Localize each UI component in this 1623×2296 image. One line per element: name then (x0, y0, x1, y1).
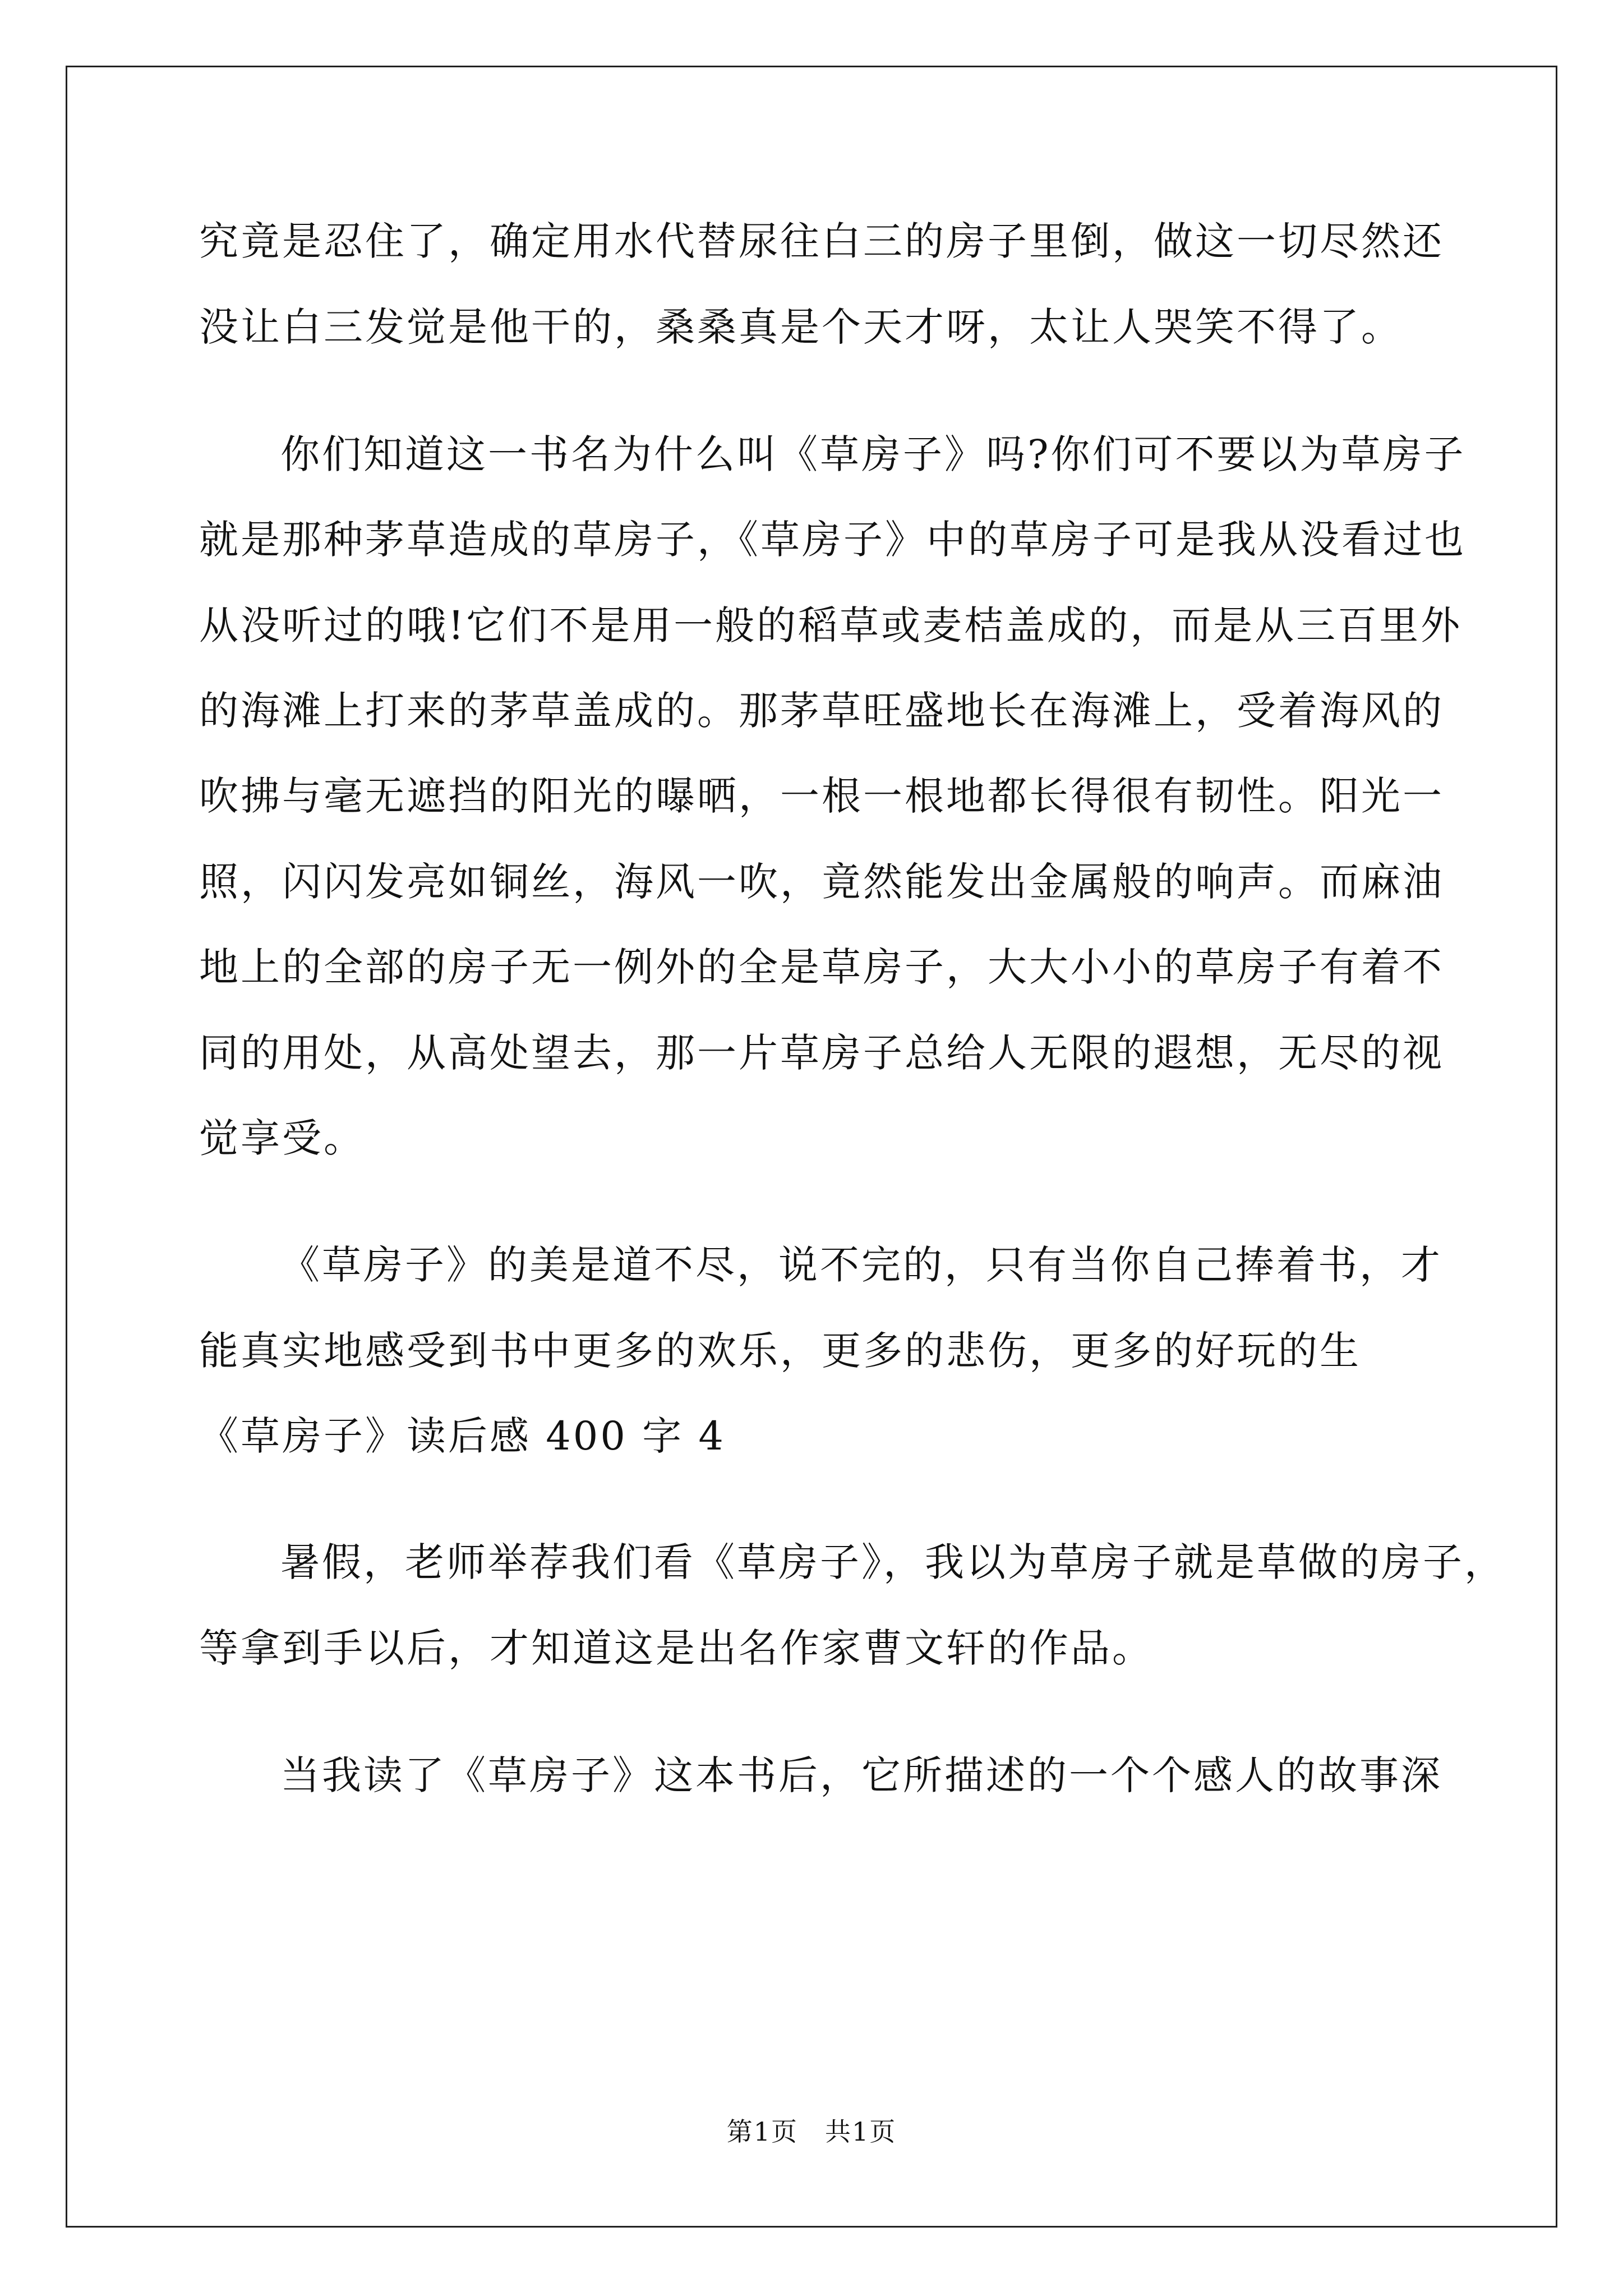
text-line: 同的用处，从高处望去，那一片草房子总给人无限的遐想，无尽的视 (199, 1030, 1444, 1076)
text-line: 的海滩上打来的茅草盖成的。那茅草旺盛地长在海滩上，受着海风的 (199, 688, 1444, 734)
paragraph-start-line: 当我读了《草房子》这本书后，它所描述的一个个感人的故事深 (280, 1752, 1442, 1798)
text-line: 从没听过的哦!它们不是用一般的稻草或麦桔盖成的，而是从三百里外 (199, 602, 1463, 648)
text-line: 就是那种茅草造成的草房子，《草房子》中的草房子可是我从没看过也 (199, 517, 1466, 563)
text-line: 究竟是忍住了，确定用水代替尿往白三的房子里倒，做这一切尽然还 (199, 218, 1444, 264)
paragraph-start-line: 你们知道这一书名为什么叫《草房子》吗?你们可不要以为草房子 (280, 431, 1466, 477)
text-line: 能真实地感受到书中更多的欢乐，更多的悲伤，更多的好玩的生 (199, 1328, 1361, 1374)
paragraph-start-line: 《草房子》的美是道不尽，说不完的，只有当你自己捧着书，才 (280, 1242, 1442, 1288)
text-line: 觉享受。 (199, 1115, 365, 1161)
text-line: 地上的全部的房子无一例外的全是草房子，大大小小的草房子有着不 (199, 944, 1444, 990)
text-line: 吹拂与毫无遮挡的阳光的曝晒，一根一根地都长得很有韧性。阳光一 (199, 773, 1444, 819)
text-line: 等拿到手以后，才知道这是出名作家曹文轩的作品。 (199, 1625, 1154, 1671)
text-line: 照，闪闪发亮如铜丝，海风一吹，竟然能发出金属般的响声。而麻油 (199, 859, 1444, 905)
paragraph-start-line: 暑假，老师举荐我们看《草房子》，我以为草房子就是草做的房子， (280, 1539, 1506, 1585)
text-line: 没让白三发觉是他干的，桑桑真是个天才呀，太让人哭笑不得了。 (199, 304, 1403, 350)
section-heading: 《草房子》读后感 400 字 4 (199, 1413, 726, 1459)
page-number-footer: 第1页 共1页 (726, 2116, 897, 2147)
